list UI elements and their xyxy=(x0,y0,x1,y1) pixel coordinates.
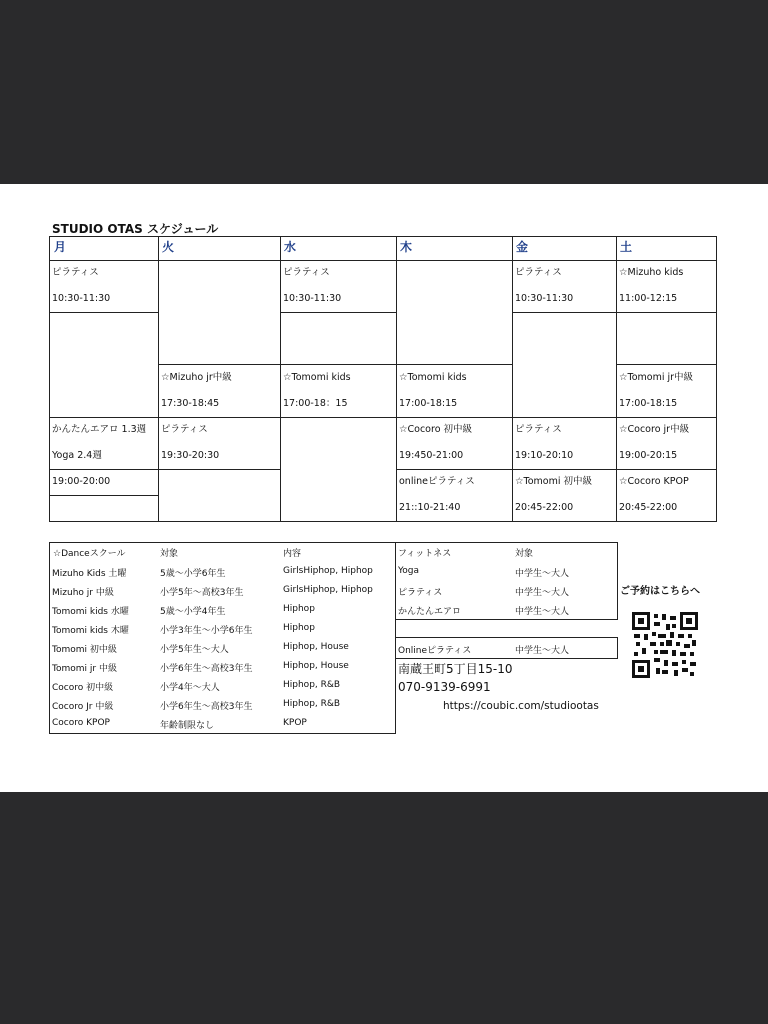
dance-school-table xyxy=(49,542,396,734)
class-cell-sat-c xyxy=(616,417,689,469)
studio-address: 南蔵王町5丁目15-10 xyxy=(398,662,513,676)
class-time: 19:10-20:10 xyxy=(515,450,574,461)
class-name: ピラティス xyxy=(515,267,562,278)
day-header-fri: 金 xyxy=(516,240,529,254)
day-header-wed: 水 xyxy=(284,240,297,254)
class-label: Tomomi jr 中級 xyxy=(52,664,117,674)
class-time: 10:30-11:30 xyxy=(283,293,342,304)
class-target: 小学4年～大人 xyxy=(160,683,220,693)
class-cell-fri-c xyxy=(512,417,573,469)
class-time: 21::10-21:40 xyxy=(399,502,461,513)
studio-phone: 070-9139-6991 xyxy=(398,680,491,694)
class-name: ☆Tomomi 初中級 xyxy=(515,476,592,487)
class-name: ☆Tomomi jr中級 xyxy=(619,372,694,383)
class-target: 中学生～大人 xyxy=(515,588,570,598)
day-header-sat: 土 xyxy=(620,240,633,254)
class-time: 17:00-18：15 xyxy=(283,398,348,409)
booking-url[interactable]: https://coubic.com/studiootas xyxy=(443,700,599,712)
class-label: Tomomi kids 水曜 xyxy=(52,607,129,617)
class-cell-sat-a xyxy=(616,260,683,312)
header-target: 対象 xyxy=(515,549,534,559)
class-content: Hiphop xyxy=(283,604,315,614)
class-content: GirlsHiphop, Hiphop xyxy=(283,566,373,576)
class-label: Cocoro Jr 中級 xyxy=(52,702,114,712)
class-label: Cocoro KPOP xyxy=(52,718,110,728)
class-cell-thu-c xyxy=(396,417,472,469)
class-target: 小学5年生～大人 xyxy=(160,645,229,655)
class-time: 19:450-21:00 xyxy=(399,450,464,461)
class-time: 19:30-20:30 xyxy=(161,450,220,461)
class-name: ピラティス xyxy=(283,267,330,278)
class-name: ☆Mizuho jr中級 xyxy=(161,372,232,383)
online-class-box xyxy=(395,637,618,659)
header-target: 対象 xyxy=(160,549,179,559)
class-target: 小学3年生～小学6年生 xyxy=(160,626,253,636)
schedule-sheet xyxy=(0,184,768,792)
class-cell-mon-c xyxy=(49,417,146,495)
class-time: 17:00-18:15 xyxy=(399,398,458,409)
class-name: ☆Cocoro 初中級 xyxy=(399,424,473,435)
class-time: 20:45-22:00 xyxy=(619,502,678,513)
class-time: 20:45-22:00 xyxy=(515,502,574,513)
class-cell-fri-a xyxy=(512,260,573,312)
class-target: 中学生～大人 xyxy=(515,569,570,579)
class-label: Mizuho jr 中級 xyxy=(52,588,114,598)
class-cell-fri-d xyxy=(512,469,592,521)
header-content: 内容 xyxy=(283,549,302,559)
class-label: ピラティス xyxy=(398,588,443,598)
class-cell-mon-a xyxy=(49,260,110,312)
class-time: 19:00-20:00 xyxy=(52,476,111,487)
class-name: ☆Tomomi kids xyxy=(399,372,467,383)
class-content: Hiphop, House xyxy=(283,642,349,652)
class-content: Hiphop, R&B xyxy=(283,699,341,709)
header-label: フィットネス xyxy=(398,549,452,559)
qr-code-icon[interactable] xyxy=(632,612,698,682)
booking-label: ご予約はこちらへ xyxy=(620,586,700,597)
day-header-mon: 月 xyxy=(54,240,67,254)
day-header-tue: 火 xyxy=(162,240,175,254)
class-content: KPOP xyxy=(283,718,307,728)
class-content: GirlsHiphop, Hiphop xyxy=(283,585,373,595)
class-name: ☆Cocoro jr中級 xyxy=(619,424,690,435)
fitness-table xyxy=(395,542,618,620)
class-label: Tomomi kids 木曜 xyxy=(52,626,129,636)
class-target: 小学5年～高校3年生 xyxy=(160,588,244,598)
class-name: かんたんエアロ 1.3週 xyxy=(52,424,147,435)
class-cell-thu-d xyxy=(396,469,475,521)
class-name: ピラティス xyxy=(515,424,562,435)
class-name: ピラティス xyxy=(161,424,208,435)
class-label: かんたんエアロ xyxy=(398,607,462,617)
class-time: 10:30-11:30 xyxy=(52,293,111,304)
class-target: 小学6年生～高校3年生 xyxy=(160,702,253,712)
class-name: ピラティス xyxy=(52,267,99,278)
class-name: ☆Mizuho kids xyxy=(619,267,684,278)
class-time: 19:00-20:15 xyxy=(619,450,678,461)
weekly-schedule-table xyxy=(49,236,717,522)
class-target: 中学生～大人 xyxy=(515,646,570,656)
class-target: 年齢制限なし xyxy=(160,721,215,731)
class-target: 5歳～小学6年生 xyxy=(160,569,226,579)
class-label: Cocoro 初中級 xyxy=(52,683,114,693)
page-title: STUDIO OTAS スケジュール xyxy=(52,222,219,236)
class-cell-wed-a xyxy=(280,260,341,312)
class-time: 17:00-18:15 xyxy=(619,398,678,409)
class-time: 17:30-18:45 xyxy=(161,398,220,409)
class-name: Yoga 2.4週 xyxy=(52,450,102,461)
class-label: Tomomi 初中級 xyxy=(52,645,117,655)
day-header-thu: 木 xyxy=(400,240,413,254)
class-cell-sat-d xyxy=(616,469,689,521)
class-time: 11:00-12:15 xyxy=(619,293,678,304)
class-cell-tue-b xyxy=(158,365,232,417)
class-target: 小学6年生～高校3年生 xyxy=(160,664,253,674)
class-label: Onlineピラティス xyxy=(398,646,472,656)
class-target: 5歳～小学4年生 xyxy=(160,607,226,617)
class-cell-tue-c xyxy=(158,417,219,469)
class-label: Mizuho Kids 土曜 xyxy=(52,569,127,579)
class-content: Hiphop, House xyxy=(283,661,349,671)
class-content: Hiphop xyxy=(283,623,315,633)
class-cell-sat-b xyxy=(616,365,693,417)
class-cell-wed-b xyxy=(280,365,351,417)
class-name: ☆Tomomi kids xyxy=(283,372,351,383)
class-name: ☆Cocoro KPOP xyxy=(619,476,689,487)
class-time: 10:30-11:30 xyxy=(515,293,574,304)
class-content: Hiphop, R&B xyxy=(283,680,341,690)
class-cell-thu-b xyxy=(396,365,467,417)
class-name: onlineピラティス xyxy=(399,476,475,487)
class-label: Yoga xyxy=(398,566,420,576)
class-target: 中学生～大人 xyxy=(515,607,570,617)
header-label: ☆Danceスクール xyxy=(53,549,126,559)
